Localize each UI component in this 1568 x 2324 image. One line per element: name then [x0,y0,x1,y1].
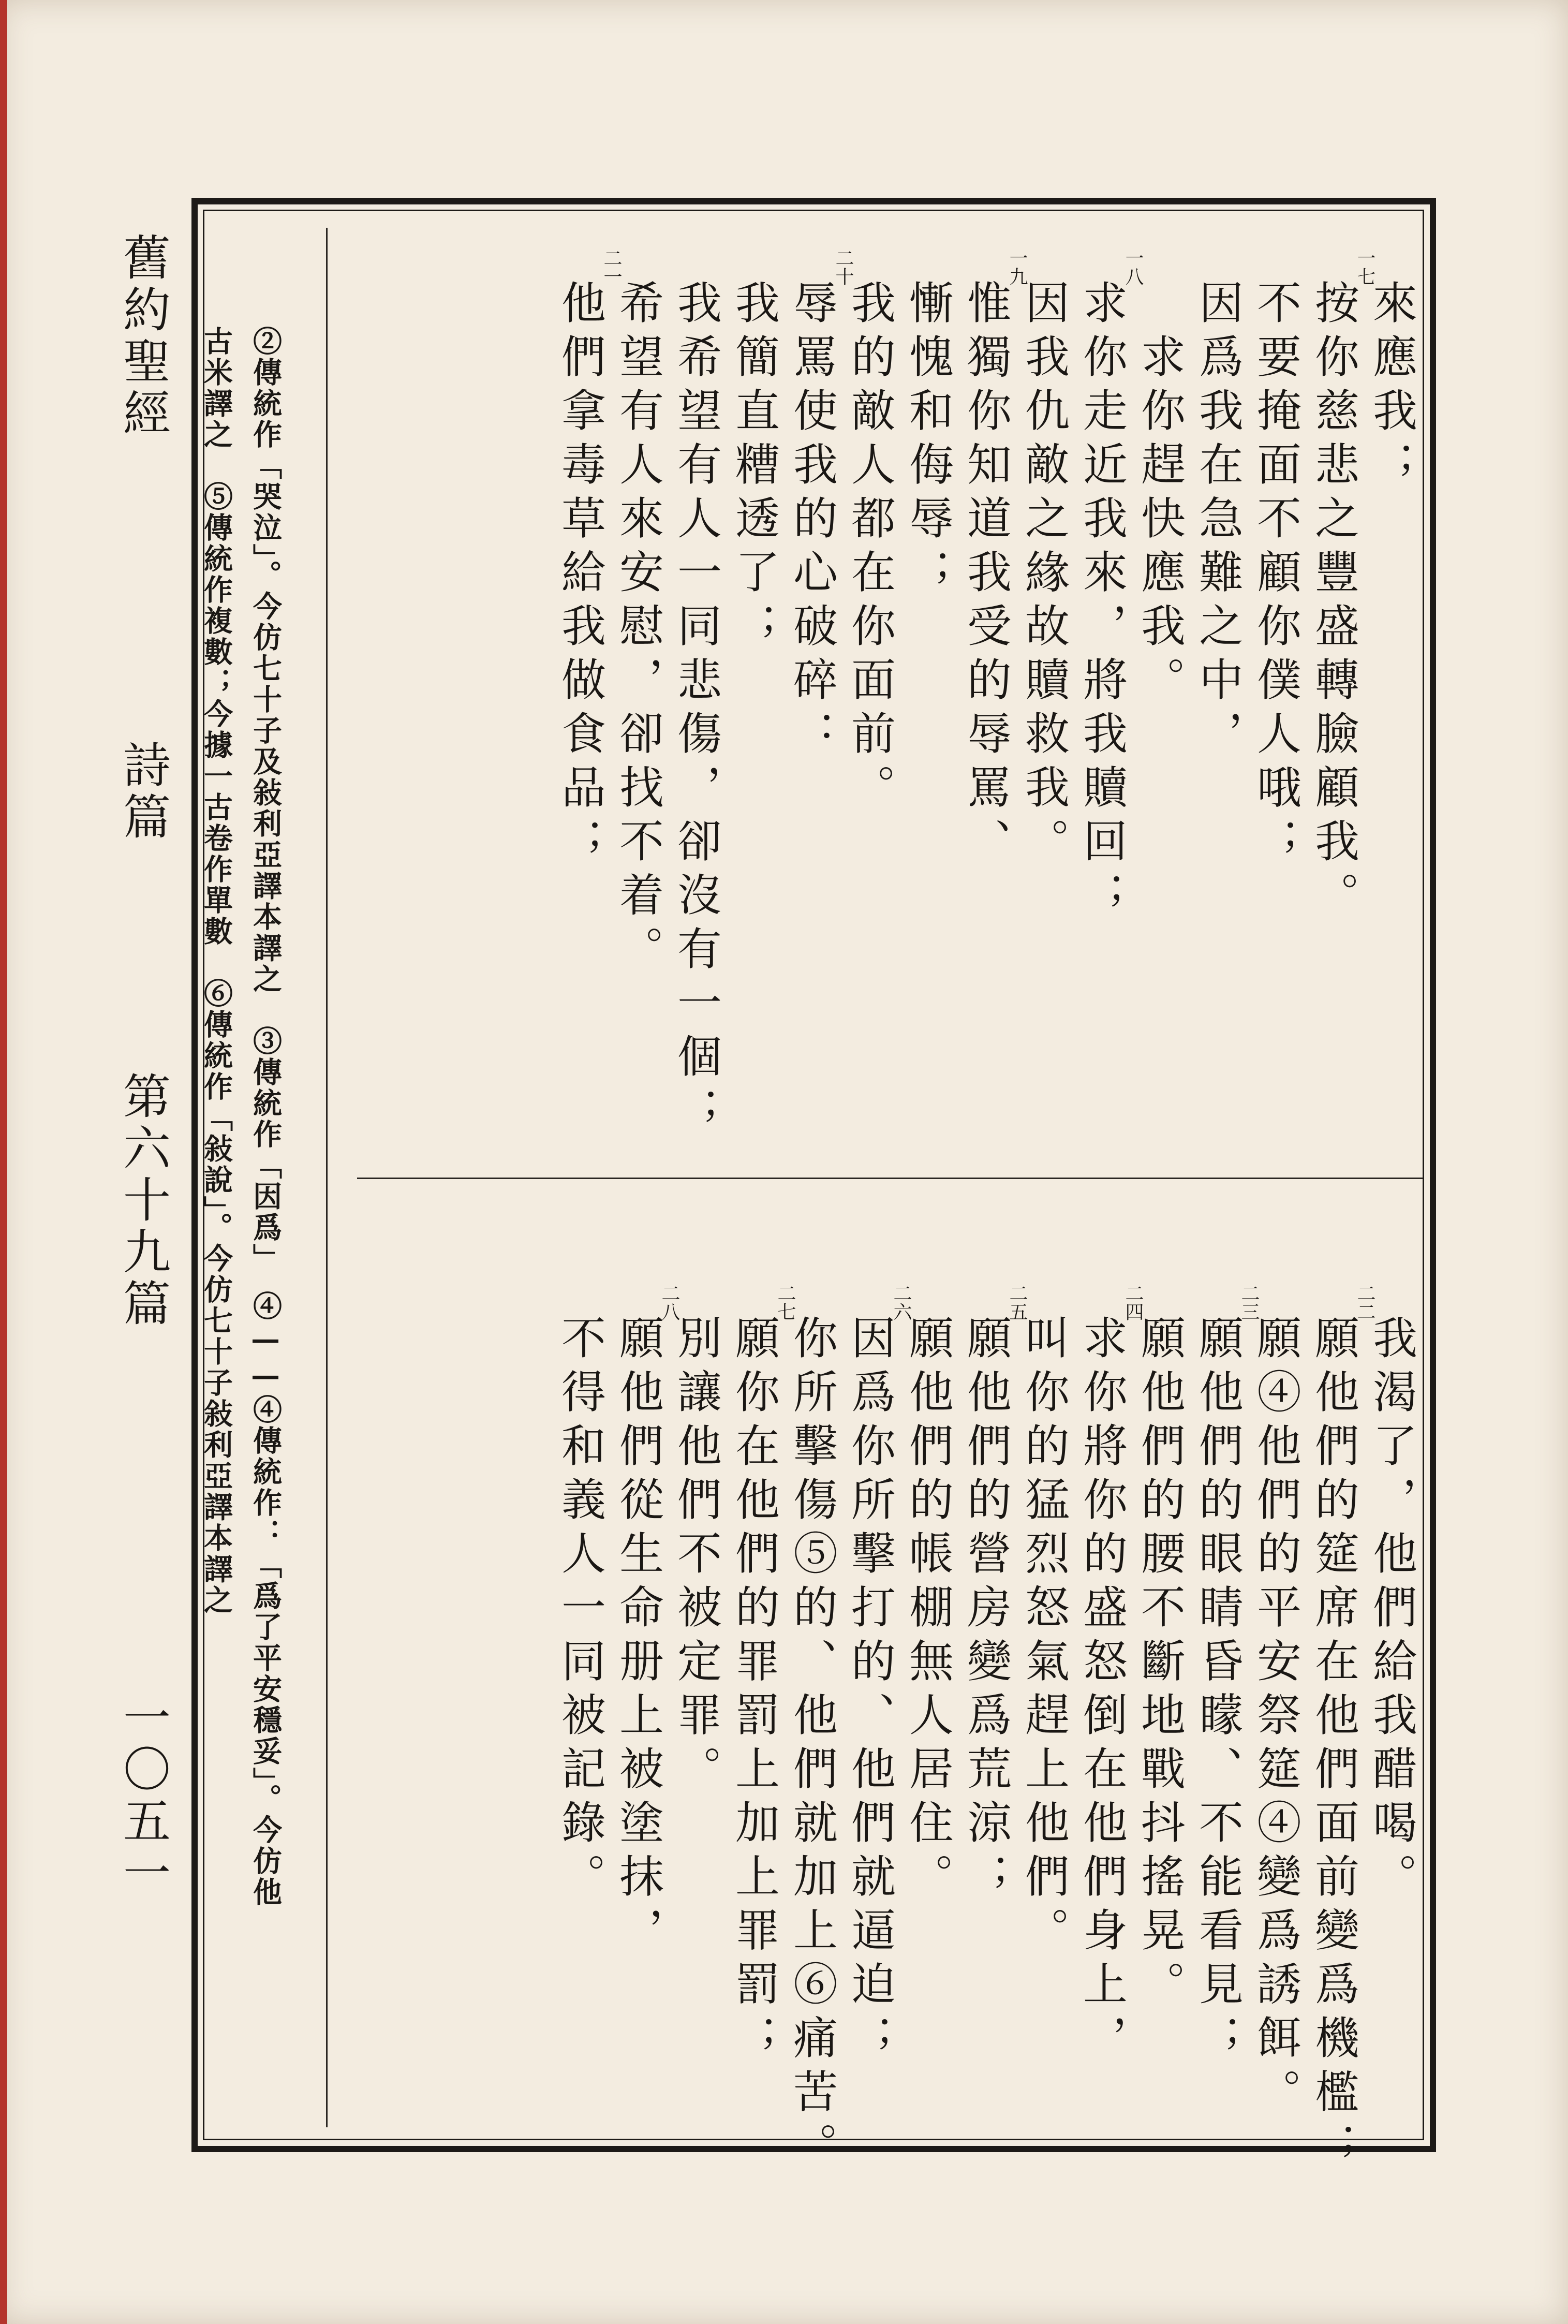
verse-line: 不要掩面不顧你僕人哦； [1249,280,1301,872]
verse-number: 二五 [1007,1284,1028,1321]
verse-line: 希望有人來安慰，卻找不着。 [612,280,663,979]
verse-line: 願他們的眼睛昏矇、不能看見； [1191,1315,1243,2068]
verse-line: 因我仇敵之緣故贖救我。 [1017,280,1069,872]
verse-number: 一八 [1122,248,1144,286]
verse-line: 願④他們的平安祭筵④變爲誘餌。 [1249,1315,1301,2122]
verse-line: 我簡直糟透了； [728,280,779,656]
verse-line: 願他們的帳棚無人居住。 [901,1315,953,1907]
footnote-line: ②傳統作「哭泣」。今仿七十子及敍利亞譯本譯之 ③傳統作「因爲」 ④——④傳統作：「爲了平安穩妥」。今仿他 [248,326,283,1908]
verse-line: 來應我； [1365,280,1417,495]
verse-line: 求你趕快應我。 [1133,280,1185,710]
verse-line: 我希望有人一同悲傷，卻沒有一個； [670,280,721,1141]
verse-number: 一九 [1007,248,1028,286]
verse-line: 願他們的腰不斷地戰抖搖晃。 [1133,1315,1185,2014]
verse-number: 一七 [1354,248,1375,286]
verse-number: 二二 [1354,1284,1375,1321]
verse-line: 願他們的筵席在他們面前變爲機檻； [1307,1315,1359,2176]
page-number: 一〇五一 [115,1693,171,1900]
verse-line: 因爲我在急難之中， [1191,280,1243,764]
running-head-book: 舊約聖經 [115,233,171,440]
verse-number: 二十 [833,248,854,286]
verse-number: 二四 [1122,1284,1144,1321]
verse-line: 不得和義人一同被記錄。 [554,1315,605,1907]
verse-line: 他們拿毒草給我做食品； [554,280,605,872]
verse-line: 按你慈悲之豐盛轉臉顧我。 [1307,280,1359,925]
verse-line: 叫你的猛烈怒氣趕上他們。 [1017,1315,1069,1961]
verse-line: 求你將你的盛怒倒在他們身上， [1075,1315,1127,2068]
verse-number: 二七 [775,1284,796,1321]
verse-line: 我渴了，他們給我醋喝。 [1365,1315,1417,1907]
verse-line: 願他們從生命册上被塗抹， [612,1315,663,1961]
verse-line: 願你在他們的罪罰上加上罪罰； [728,1315,779,2068]
verse-line: 求你走近我來，將我贖回； [1075,280,1127,925]
verse-number: 二一 [601,248,622,286]
verse-line: 因爲你所擊打的、他們就逼迫； [844,1315,895,2068]
verse-line: 慚愧和侮辱； [901,280,953,602]
verse-number: 二八 [659,1284,680,1321]
verse-line: 你所擊傷⑤的、他們就加上⑥痛苦。 [786,1315,837,2176]
verse-number: 二六 [891,1284,912,1321]
verse-line: 別讓他們不被定罪。 [670,1315,721,1799]
verse-line: 惟獨你知道我受的辱罵、 [959,280,1011,872]
verse-line: 我的敵人都在你面前。 [844,280,895,818]
running-head-section: 詩篇 [115,740,171,844]
running-head-chapter: 第六十九篇 [115,1071,171,1330]
verse-line: 辱罵使我的心破碎： [786,280,837,764]
verse-number: 二三 [1238,1284,1260,1321]
footnote-divider [326,228,328,2127]
verse-line: 願他們的營房變爲荒涼； [959,1315,1011,1907]
section-divider [357,1178,1423,1179]
footnote-line: 古米譯之 ⑤傳統作複數；今據一古卷作單數 ⑥傳統作「敍說」。今仿七十子敍利亞譯本譯之 [199,326,233,1616]
